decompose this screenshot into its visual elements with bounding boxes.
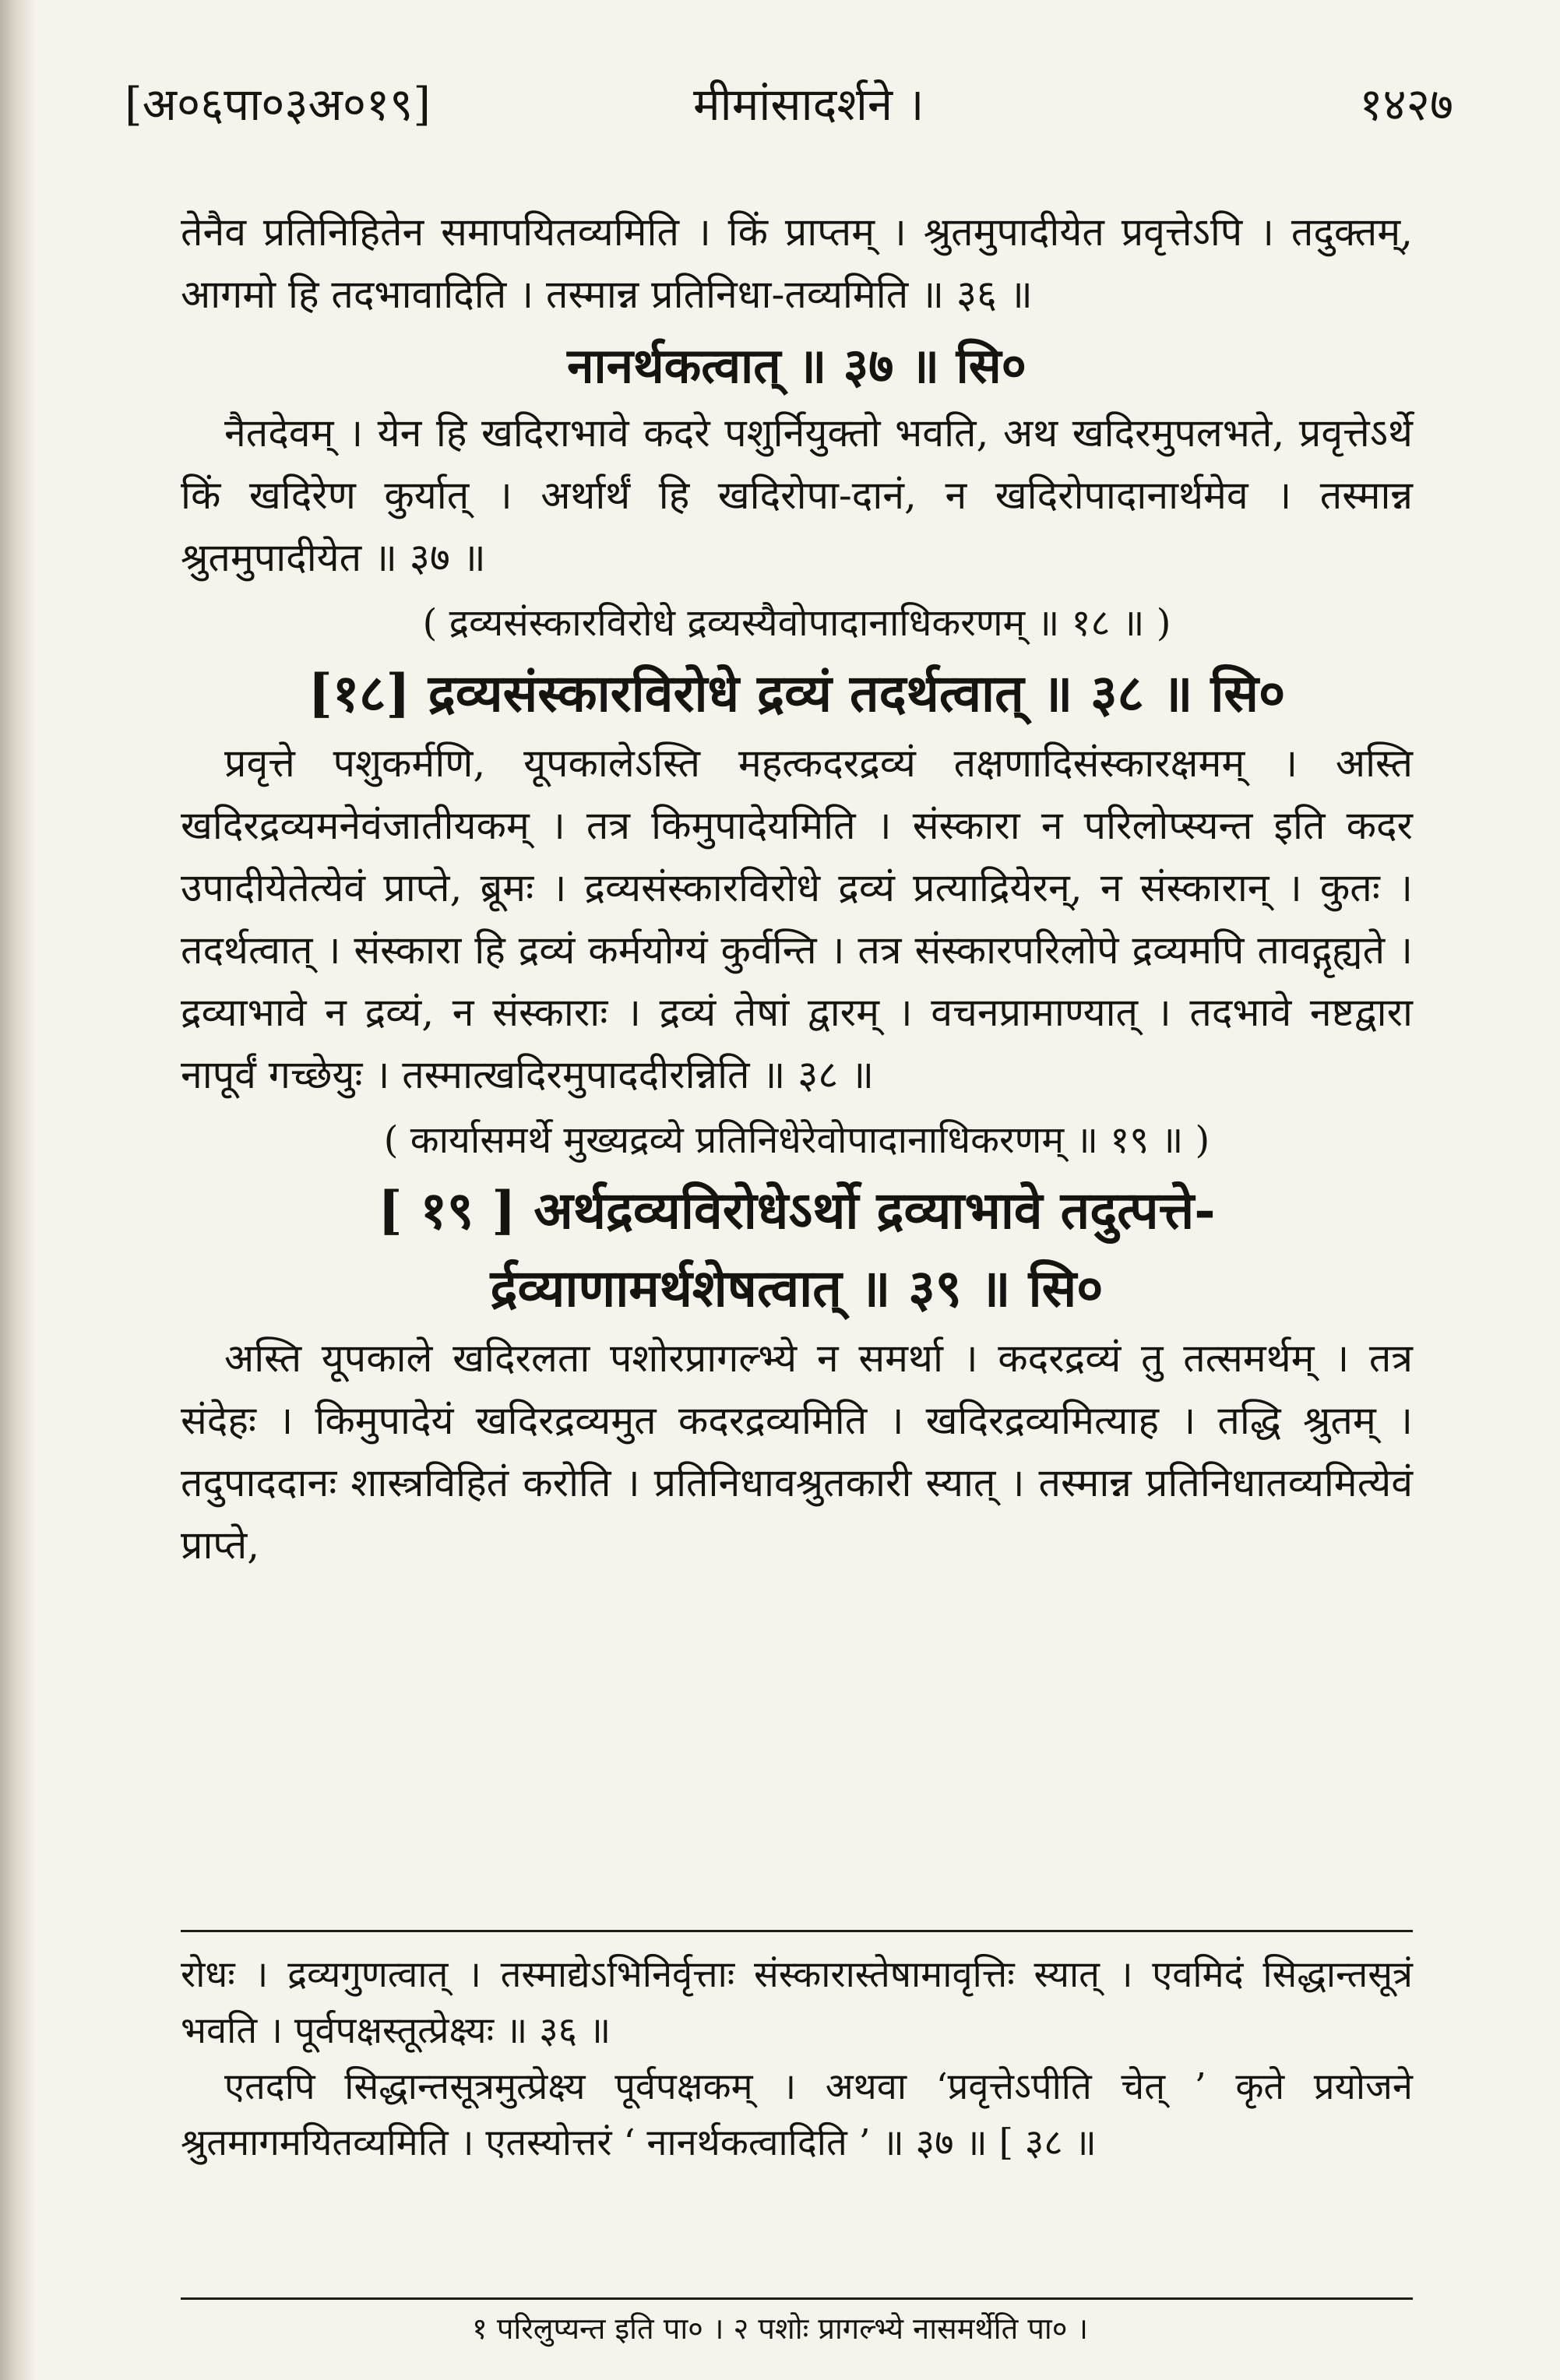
header-title: मीमांसादर्शने । xyxy=(693,78,924,131)
running-header xyxy=(125,72,1453,142)
footnote-divider xyxy=(181,2297,1413,2300)
commentary-paragraph-2: नैतदेवम् । येन हि खदिराभावे कदरे पशुर्नियुक्तो भवति, अथ खदिरमुपलभते, प्रवृत्तेऽर्थे किं खदिरेण कुर्यात् । अर्थार्थं हि खदिरोपा-दानं, न खदिरोपादानार्थमेव । तस्मान्न श्रुतमुपादीयेत ॥ ३७ ॥ xyxy=(181,410,1413,580)
adhikarana-heading-18: ( द्रव्यसंस्कारविरोधे द्रव्यस्यैवोपादानाधिकरणम् ॥ १८ ॥ ) xyxy=(422,601,1171,645)
commentary-paragraph-1: तेनैव प्रतिनिहितेन समापयितव्यमिति । किं प्राप्तम् । श्रुतमुपादीयेत प्रवृत्तेऽपि । तदुक्तम्, आगमो हि तदभावादिति । तस्मान्न प्रतिनिधा-तव्यमिति ॥ ३६ ॥ xyxy=(181,209,1413,317)
main-text xyxy=(181,201,1413,1576)
sutra-39-line-1: [ १९ ] अर्थद्रव्यविरोधेऽर्थो द्रव्याभावे तदुत्पत्ते- xyxy=(378,1180,1216,1241)
header-page-number: १४२७ xyxy=(1359,78,1453,131)
sutra-38: [१८] द्रव्यसंस्कारविरोधे द्रव्यं तदर्थत्वात् ॥ ३८ ॥ सि० xyxy=(308,663,1286,724)
note-1: रोधः । द्रव्यगुणत्वात् । तस्माद्येऽभिनिर्वृत्ताः संस्कारास्तेषामावृत्तिः स्यात् । एवमिदं सिद्धान्तसूत्रं भवति । पूर्वपक्षस्तूत्प्रेक्ष्यः ॥ ३६ ॥ xyxy=(181,1953,1413,2052)
note-2: एतदपि सिद्धान्तसूत्रमुत्प्रेक्ष्य पूर्वपक्षकम् । अथवा ‘प्रवृत्तेऽपीति चेत् ’ कृते प्रयोजने श्रुतमागमयितव्यमिति । एतस्योत्तरं ‘ नानर्थकत्वादिति ’ ॥ ३७ ॥ [ ३८ ॥ xyxy=(181,2065,1413,2164)
header-section-ref: [अ०६पा०३अ०१९] xyxy=(125,78,431,131)
sutra-37: नानर्थकत्वात् ॥ ३७ ॥ सि० xyxy=(567,337,1027,394)
commentary-paragraph-3: प्रवृत्ते पशुकर्मणि, यूपकालेऽस्ति महत्कदरद्रव्यं तक्षणादिसंस्कारक्षमम् । अस्ति खदिरद्रव्यमनेवंजातीयकम् । तत्र किमुपादेयमिति । संस्कारा न परिलोप्स्यन्त इति कदर उपादीयेतेत्येवं प्राप्ते, ब्रूमः । द्रव्यसंस्कारविरोधे द्रव्यं प्रत्याद्रियेरन्, न संस्कारान् । कुतः । तदर्थत्वात् । संस्कारा हि द्रव्यं कर्मयोग्यं कुर्वन्ति । तत्र संस्कारपरिलोपे द्रव्यमपि तावद्गृह्यते । द्रव्याभावे न द्रव्यं, न संस्काराः । द्रव्यं तेषां द्वारम् । वचनप्रामाण्यात् । तदभावे नष्टद्वारा नापूर्वं गच्छेयुः । तस्मात्खदिरमुपाददीरन्निति ॥ ३८ ॥ xyxy=(181,741,1413,1097)
adhikarana-heading-19: ( कार्यासमर्थे मुख्यद्रव्ये प्रतिनिधेरेवोपादानाधिकरणम् ॥ १९ ॥ ) xyxy=(383,1118,1210,1162)
page-spine-shadow xyxy=(0,0,36,2380)
notes-block xyxy=(181,1947,1413,2171)
notes-divider xyxy=(181,1930,1413,1932)
commentary-paragraph-4: अस्ति यूपकाले खदिरलता पशोरप्रागल्भ्ये न समर्था । कदरद्रव्यं तु तत्समर्थम् । तत्र संदेहः । किमुपादेयं खदिरद्रव्यमुत कदरद्रव्यमिति । खदिरद्रव्यमित्याह । तद्धि श्रुतम् । तदुपाददानः शास्त्रविहितं करोति । प्रतिनिधावश्रुतकारी स्यात् । तस्मान्न प्रतिनिधातव्यमित्येवं प्राप्ते, xyxy=(181,1336,1413,1568)
footnote-variants: १ परिलुप्यन्त इति पा० । २ पशोः प्रागल्भ्ये नासमर्थेति पा० । xyxy=(472,2311,1088,2346)
sutra-39-line-2: र्द्रव्याणामर्थशेषत्वात् ॥ ३९ ॥ सि० xyxy=(490,1258,1104,1319)
